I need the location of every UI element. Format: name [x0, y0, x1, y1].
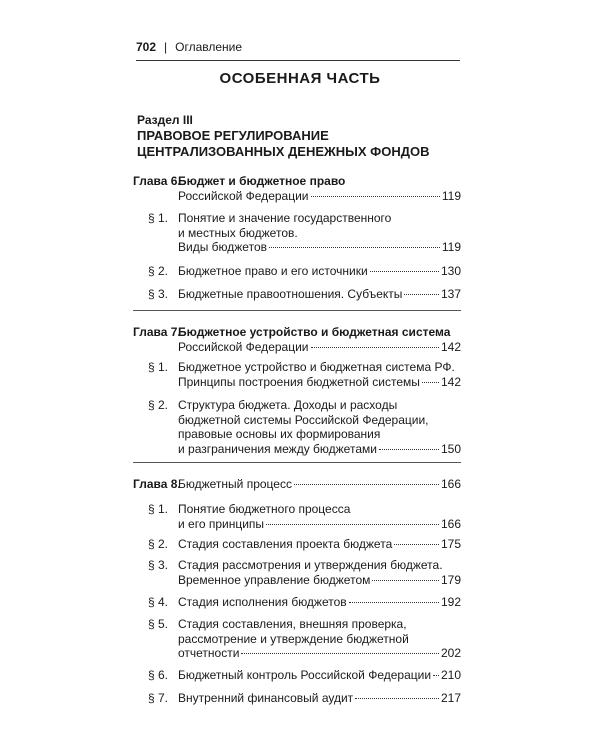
entry-last-line [178, 189, 461, 204]
dot-leader [241, 653, 439, 654]
entry-title-line: Стадия составления, внешняя проверка, [178, 617, 407, 631]
entry-title-line: Стадия рассмотрения и утверждения бюджета. [178, 558, 443, 572]
paragraph-entry[interactable] [133, 537, 461, 552]
entry-title-line: Бюджетное устройство и бюджетная система [178, 325, 451, 339]
page-ref: 119 [441, 240, 461, 254]
page-ref: 175 [440, 537, 461, 551]
entry-title-line: правовые основы их формирования [178, 427, 381, 441]
section-label: Раздел III [137, 113, 193, 127]
entry-last-line [178, 375, 461, 390]
paragraph-entry[interactable] [133, 558, 461, 587]
section-title-line: ЦЕНТРАЛИЗОВАННЫХ ДЕНЕЖНЫХ ФОНДОВ [137, 144, 430, 159]
page-ref: 142 [440, 374, 461, 389]
entry-last-line [178, 668, 461, 683]
page-ref: 137 [440, 287, 461, 301]
page-ref: 166 [440, 516, 461, 531]
chapter-label: Глава 7. [133, 325, 181, 339]
entry-title-line: бюджетной системы Российской Федерации, [178, 412, 429, 427]
paragraph-label: § 1. [148, 360, 169, 374]
page-ref: 130 [440, 264, 461, 278]
page-ref: 142 [440, 339, 461, 354]
entry-title-line: Внутренний финансовый аудит [178, 691, 354, 705]
paragraph-label: § 5. [148, 617, 169, 631]
entry-last-line [178, 517, 461, 532]
entry-title-line: и разграничения между бюджетами [178, 441, 377, 456]
paragraph-entry[interactable] [133, 211, 461, 255]
entry-title-line: и его принципы [178, 516, 265, 531]
dot-leader [269, 247, 440, 248]
chapter-entry[interactable] [133, 477, 461, 492]
entry-title-line: Принципы построения бюджетной системы [178, 374, 420, 389]
paragraph-block [133, 211, 461, 255]
page-ref: 166 [440, 477, 461, 491]
paragraph-block [133, 668, 461, 683]
section-heading [137, 112, 430, 160]
entry-last-line [178, 442, 461, 457]
paragraph-entry[interactable] [133, 595, 461, 610]
entry-last-line [178, 573, 461, 588]
entry-last-line [178, 646, 461, 661]
paragraph-label: § 3. [148, 287, 169, 301]
paragraph-entry[interactable] [133, 668, 461, 683]
paragraph-block [133, 595, 461, 610]
paragraph-label: § 6. [148, 668, 169, 682]
entry-title-line: Бюджетный процесс [178, 477, 292, 491]
entry-last-line [178, 340, 461, 355]
paragraph-entry[interactable] [133, 502, 461, 531]
dot-leader [370, 271, 439, 272]
paragraph-block [133, 558, 461, 587]
page-ref: 150 [440, 441, 461, 456]
dot-leader [311, 347, 439, 348]
paragraph-label: § 4. [148, 595, 169, 609]
paragraph-label: § 7. [148, 691, 169, 705]
entry-title-line: Стадия исполнения бюджетов [178, 595, 347, 609]
running-header [136, 40, 460, 61]
chapter-entry[interactable] [133, 174, 461, 203]
chapter-block [133, 174, 461, 203]
section-title-line: ПРАВОВОЕ РЕГУЛИРОВАНИЕ [137, 128, 329, 143]
entry-title-line: Бюджет и бюджетное право [178, 174, 346, 188]
chapter-label: Глава 6. [133, 174, 181, 188]
page-ref: 119 [441, 188, 461, 203]
paragraph-block [133, 537, 461, 552]
chapter-divider [133, 310, 461, 311]
chapter-block [133, 477, 461, 492]
chapter-divider [133, 462, 461, 463]
entry-title-line: Виды бюджетов [178, 240, 267, 254]
chapter-entry[interactable] [133, 325, 461, 354]
entry-title-line: Понятие бюджетного процесса [178, 502, 351, 516]
page-ref: 202 [440, 646, 461, 660]
dot-leader [311, 196, 440, 197]
entry-title-line: Структура бюджета. Доходы и расходы [178, 398, 398, 412]
dot-leader [404, 294, 439, 295]
paragraph-block [133, 264, 461, 279]
paragraph-entry[interactable] [133, 617, 461, 661]
paragraph-block [133, 691, 461, 706]
entry-last-line [178, 264, 461, 279]
dot-leader [355, 698, 439, 699]
dot-leader [394, 544, 439, 545]
entry-title-line: рассмотрение и утверждение бюджетной [178, 631, 409, 646]
entry-title-line: Бюджетный контроль Российской Федерации [178, 668, 432, 682]
entry-last-line [178, 240, 461, 255]
entry-title-line: Бюджетные правоотношения. Субъекты [178, 287, 403, 301]
page-number: 702 [136, 40, 157, 54]
paragraph-label: § 2. [148, 537, 169, 551]
dot-leader [266, 524, 439, 525]
part-title: ОСОБЕННАЯ ЧАСТЬ [219, 70, 381, 87]
entry-title-line: Бюджетное устройство и бюджетная система РФ. [178, 360, 455, 374]
dot-leader [422, 382, 439, 383]
dot-leader [294, 484, 439, 485]
entry-last-line [178, 287, 461, 302]
paragraph-label: § 1. [148, 211, 169, 225]
entry-title-line: Понятие и значение государственного [178, 211, 392, 225]
paragraph-entry[interactable] [133, 287, 461, 302]
entry-title-line: отчетности [178, 646, 240, 660]
paragraph-block [133, 617, 461, 661]
paragraph-label: § 1. [148, 502, 169, 516]
paragraph-block [133, 360, 461, 389]
entry-title-line: Временное управление бюджетом [178, 572, 371, 587]
entry-title-line: Российской Федерации [178, 188, 309, 203]
entry-title-line: Стадия составления проекта бюджета [178, 537, 393, 551]
dot-leader [433, 675, 439, 676]
dot-leader [349, 602, 439, 603]
entry-last-line [178, 691, 461, 706]
entry-last-line [178, 595, 461, 610]
page-ref: 210 [440, 668, 461, 682]
page-ref: 217 [440, 691, 461, 705]
entry-title-line: и местных бюджетов. [178, 225, 298, 240]
dot-leader [372, 580, 439, 581]
page-ref: 192 [440, 595, 461, 609]
entry-last-line [178, 477, 461, 492]
paragraph-entry[interactable] [133, 360, 461, 389]
entry-last-line [178, 537, 461, 552]
paragraph-block [133, 502, 461, 531]
paragraph-label: § 2. [148, 264, 169, 278]
dot-leader [379, 449, 439, 450]
paragraph-label: § 3. [148, 558, 169, 572]
paragraph-entry[interactable] [133, 264, 461, 279]
running-header-title: Оглавление [175, 40, 243, 54]
page-ref: 179 [440, 572, 461, 587]
entry-title-line: Бюджетное право и его источники [178, 264, 368, 278]
paragraph-block [133, 287, 461, 302]
chapter-label: Глава 8. [133, 477, 181, 491]
chapter-block [133, 325, 461, 354]
paragraph-entry[interactable] [133, 691, 461, 706]
paragraph-label: § 2. [148, 398, 169, 412]
entry-title-line: Российской Федерации [178, 339, 309, 354]
header-separator: | [164, 40, 168, 54]
paragraph-entry[interactable] [133, 398, 461, 456]
paragraph-block [133, 398, 461, 456]
